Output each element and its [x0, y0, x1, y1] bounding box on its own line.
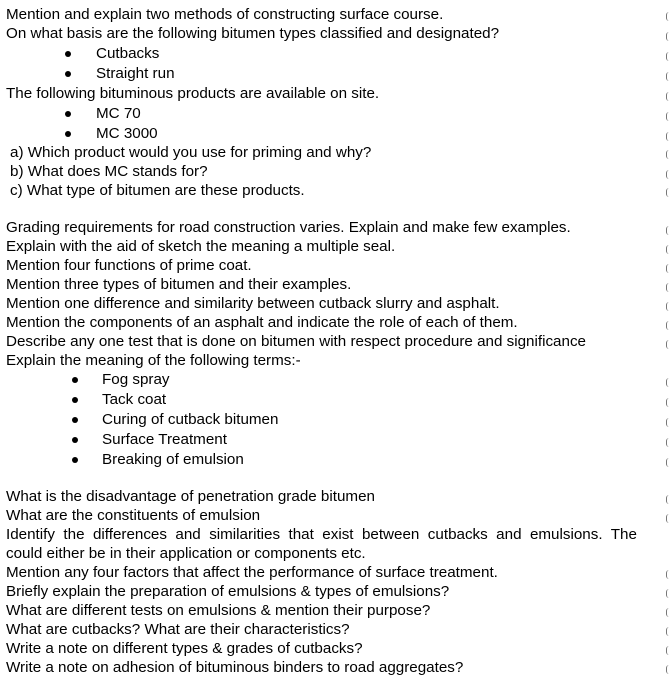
cropped-edge-mark: [666, 458, 669, 467]
bullet-icon: [72, 437, 78, 443]
question-line: What are cutbacks? What are their characteristics?: [6, 621, 350, 638]
question-line: Write a note on adhesion of bituminous binders to road aggregates?: [6, 659, 464, 676]
cropped-edge-mark: [666, 302, 669, 311]
cropped-edge-mark: [666, 438, 669, 447]
bullet-text: Fog spray: [102, 371, 170, 388]
cropped-edge-mark: [666, 226, 669, 235]
bullet-item: [0, 430, 400, 449]
cropped-edge-mark: [666, 514, 669, 523]
question-line: Mention the components of an asphalt and indicate the role of each of them.: [6, 314, 518, 331]
bullet-icon: [72, 397, 78, 403]
cropped-edge-mark: [666, 665, 669, 674]
cropped-edge-mark: [666, 646, 669, 655]
cropped-edge-mark: [666, 32, 669, 41]
bullet-item: [0, 104, 400, 123]
bullet-item: [0, 410, 400, 429]
bullet-item: [0, 370, 400, 389]
bullet-icon: [72, 377, 78, 383]
question-line: Mention and explain two methods of constructing surface course.: [6, 6, 444, 23]
sub-question-line: a) Which product would you use for priming and why?: [10, 144, 372, 161]
cropped-edge-mark: [666, 150, 669, 159]
bullet-icon: [65, 131, 71, 137]
cropped-edge-mark: [666, 72, 669, 81]
bullet-text: Tack coat: [102, 391, 167, 408]
question-line: Mention four functions of prime coat.: [6, 257, 252, 274]
bullet-text: MC 70: [96, 105, 141, 122]
question-line: Mention any four factors that affect the performance of surface treatment.: [6, 564, 498, 581]
question-line: Explain the meaning of the following terms:-: [6, 352, 301, 369]
bullet-text: MC 3000: [96, 125, 158, 142]
bullet-icon: [72, 457, 78, 463]
bullet-text: Cutbacks: [96, 45, 160, 62]
question-line: Grading requirements for road construction varies. Explain and make few examples.: [6, 219, 571, 236]
question-line: The following bituminous products are available on site.: [6, 85, 380, 102]
cropped-edge-mark: [666, 418, 669, 427]
cropped-edge-mark: [666, 92, 669, 101]
bullet-text: Surface Treatment: [102, 431, 227, 448]
question-line: Mention one difference and similarity between cutback slurry and asphalt.: [6, 295, 500, 312]
bullet-item: [0, 390, 400, 409]
question-line: Mention three types of bitumen and their examples.: [6, 276, 352, 293]
cropped-edge-mark: [666, 340, 669, 349]
bullet-icon: [65, 51, 71, 57]
cropped-edge-mark: [666, 495, 669, 504]
bullet-item: [0, 64, 400, 83]
bullet-icon: [65, 71, 71, 77]
question-line: Briefly explain the preparation of emulsions & types of emulsions?: [6, 583, 450, 600]
cropped-edge-mark: [666, 112, 669, 121]
cropped-edge-mark: [666, 398, 669, 407]
bullet-item: [0, 450, 400, 469]
question-line: Explain with the aid of sketch the meaning a multiple seal.: [6, 238, 396, 255]
question-line: Write a note on different types & grades of cutbacks?: [6, 640, 363, 657]
question-line: What are the constituents of emulsion: [6, 507, 261, 524]
sub-question-line: b) What does MC stands for?: [10, 163, 208, 180]
cropped-edge-mark: [666, 283, 669, 292]
sub-question-line: c) What type of bitumen are these products.: [10, 182, 305, 199]
cropped-edge-mark: [666, 378, 669, 387]
cropped-edge-mark: [666, 589, 669, 598]
question-line: could either be in their application or components etc.: [6, 545, 366, 562]
question-line: Identify the differences and similarities that exist between cutbacks and emulsions. The: [6, 526, 637, 543]
bullet-text: Curing of cutback bitumen: [102, 411, 279, 428]
cropped-edge-mark: [666, 570, 669, 579]
bullet-text: Straight run: [96, 65, 175, 82]
bullet-icon: [65, 111, 71, 117]
question-line: Describe any one test that is done on bitumen with respect procedure and significance: [6, 333, 586, 350]
question-line: What are different tests on emulsions & mention their purpose?: [6, 602, 431, 619]
cropped-edge-mark: [666, 12, 669, 21]
cropped-edge-mark: [666, 132, 669, 141]
question-line: What is the disadvantage of penetration grade bitumen: [6, 488, 375, 505]
cropped-edge-mark: [666, 264, 669, 273]
cropped-edge-mark: [666, 321, 669, 330]
cropped-edge-mark: [666, 188, 669, 197]
question-line: On what basis are the following bitumen types classified and designated?: [6, 25, 500, 42]
bullet-text: Breaking of emulsion: [102, 451, 244, 468]
cropped-edge-mark: [666, 608, 669, 617]
cropped-edge-mark: [666, 170, 669, 179]
cropped-edge-mark: [666, 627, 669, 636]
bullet-icon: [72, 417, 78, 423]
cropped-edge-mark: [666, 52, 669, 61]
cropped-edge-mark: [666, 245, 669, 254]
bullet-item: [0, 124, 400, 143]
bullet-item: [0, 44, 400, 63]
